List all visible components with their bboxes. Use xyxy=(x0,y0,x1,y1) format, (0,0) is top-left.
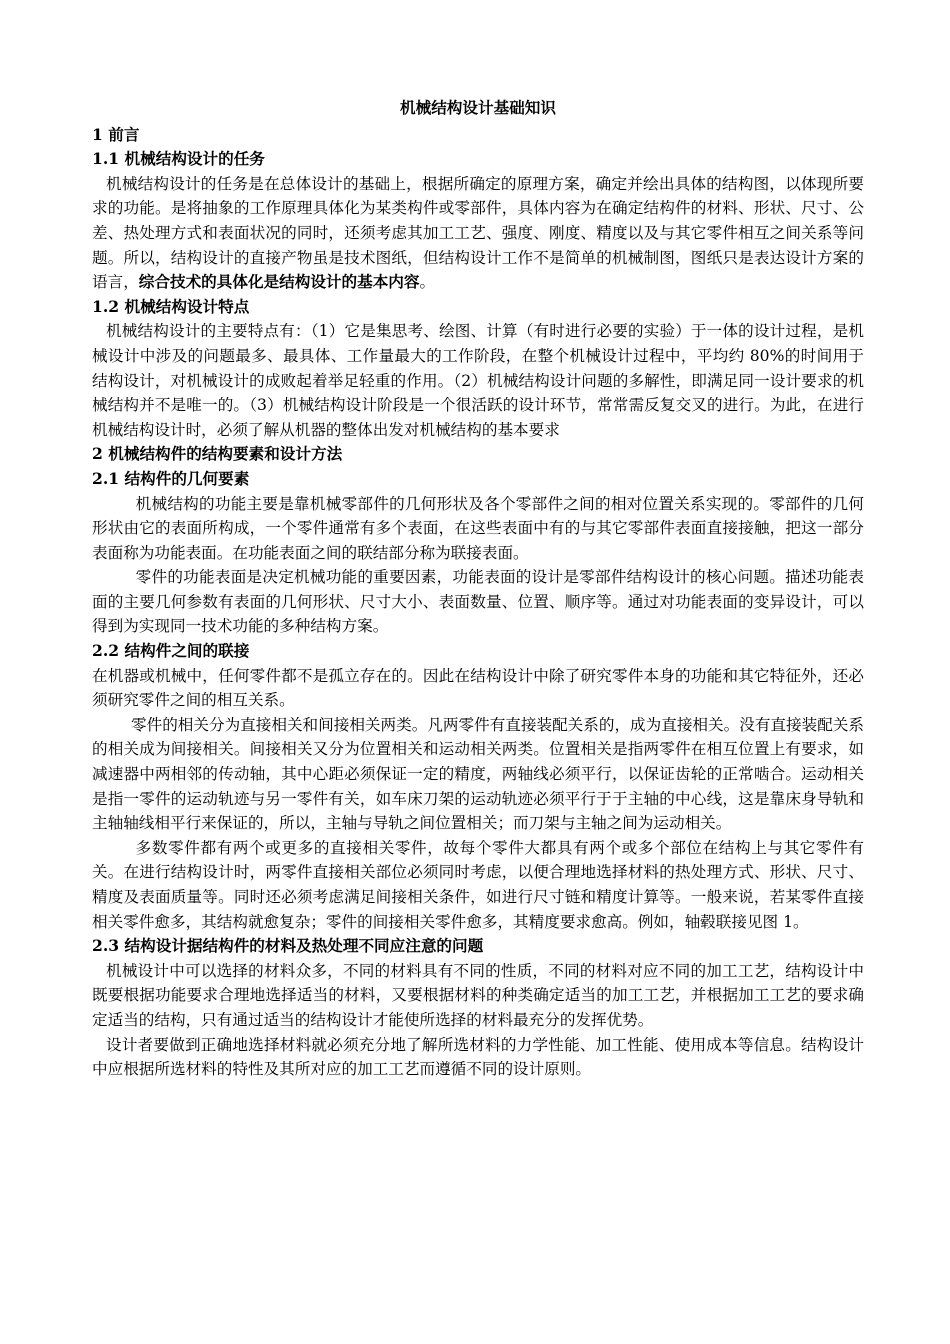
paragraph-tail: 。 xyxy=(419,273,436,292)
paragraph-1-1 xyxy=(92,172,864,295)
bold-emphasis: 综合技术的具体化是结构设计的基本内容 xyxy=(138,272,420,292)
paragraph-2-3-a: 机械设计中可以选择的材料众多，不同的材料具有不同的性质，不同的材料对应不同的加工工艺，结构设计中既要根据功能要求合理地选择适当的材料，又要根据材料的种类确定适当的加工工艺，并根据加工工艺的要求确定适当的结构，只有通过适当的结构设计才能使所选择的材料最充分的发挥优势。 xyxy=(92,961,864,1029)
paragraph-2-2-b: 零件的相关分为直接相关和间接相关两类。凡两零件有直接装配关系的，成为直接相关。没有直接装配关系的相关成为间接相关。间接相关又分为位置相关和运动相关两类。位置相关是指两零件在相互位置上有要求，如减速器中两相邻的传动轴，其中心距必须保证一定的精度，两轴线必须平行，以保证齿轮的正常啮合。运动相关是指一零件的运动轨迹与另一零件有关，如车床刀架的运动轨迹必须平行于于主轴的中心线，这是靠床身导轨和主轴轴线相平行来保证的，所以，主轴与导轨之间位置相关；而刀架与主轴之间为运动相关。 xyxy=(92,715,864,833)
heading-1: 1 前言 xyxy=(92,124,140,144)
heading-1-1: 1.1 机械结构设计的任务 xyxy=(92,149,265,169)
document-title: 机械结构设计基础知识 xyxy=(400,98,556,117)
paragraph-2-1-b: 零件的功能表面是决定机械功能的重要因素，功能表面的设计是零部件结构设计的核心问题。描述功能表面的主要几何参数有表面的几何形状、尺寸大小、表面数量、位置、顺序等。通过对功能表面的变异设计，可以得到为实现同一技术功能的多种结构方案。 xyxy=(92,568,864,636)
paragraph-2-1-a: 机械结构的功能主要是靠机械零部件的几何形状及各个零部件之间的相对位置关系实现的。零部件的几何形状由它的表面所构成，一个零件通常有多个表面，在这些表面中有的与其它零部件表面直接接触，把这一部分表面称为功能表面。在功能表面之间的联结部分称为联接表面。 xyxy=(92,494,864,562)
document-page xyxy=(92,96,864,1082)
heading-2-2: 2.2 结构件之间的联接 xyxy=(92,641,250,661)
paragraph-1-2: 机械结构设计的主要特点有：（1）它是集思考、绘图、计算（有时进行必要的实验）于一体的设计过程，是机械设计中涉及的问题最多、最具体、工作量最大的工作阶段，在整个机械设计过程中，平均约 80%的时间用于结构设计，对机械设计的成败起着举足轻重的作用。（2）机械结构设计问题的多解性，即满足同一设计要求的机械结构并不是唯一的。（3）机械结构设计阶段是一个很活跃的设计环节，常常需反复交叉的进行。为此，在进行机械结构设计时，必须了解从机器的整体出发对机械结构的基本要求 xyxy=(92,322,864,439)
heading-2-1: 2.1 结构件的几何要素 xyxy=(92,468,250,488)
heading-2: 2 机械结构件的结构要素和设计方法 xyxy=(92,444,343,464)
paragraph-text: 机械结构设计的任务是在总体设计的基础上，根据所确定的原理方案，确定并绘出具体的结构图，以体现所要求的功能。是将抽象的工作原理具体化为某类构件或零部件，具体内容为在确定结构件的材料、形状、尺寸、公差、热处理方式和表面状况的同时，还须考虑其加工工艺、强度、刚度、精度以及与其它零件相互之间关系等问题。所以，结构设计的直接产物虽是技术图纸，但结构设计工作不是简单的机械制图，图纸只是表达设计方案的语言， xyxy=(92,174,864,292)
paragraph-2-2-c: 多数零件都有两个或更多的直接相关零件，故每个零件大都具有两个或多个部位在结构上与其它零件有关。在进行结构设计时，两零件直接相关部位必须同时考虑，以便合理地选择材料的热处理方式、形状、尺寸、精度及表面质量等。同时还必须考虑满足间接相关条件，如进行尺寸链和精度计算等。一般来说，若某零件直接相关零件愈多，其结构就愈复杂；零件的间接相关零件愈多，其精度要求愈高。例如，轴毂联接见图 1。 xyxy=(92,838,864,931)
paragraph-2-3-b: 设计者要做到正确地选择材料就必须充分地了解所选材料的力学性能、加工性能、使用成本等信息。结构设计中应根据所选材料的特性及其所对应的加工工艺而遵循不同的设计原则。 xyxy=(92,1035,864,1079)
paragraph-2-2-a: 在机器或机械中，任何零件都不是孤立存在的。因此在结构设计中除了研究零件本身的功能和其它特征外，还必须研究零件之间的相互关系。 xyxy=(92,666,864,710)
heading-2-3: 2.3 结构设计据结构件的材料及热处理不同应注意的问题 xyxy=(92,936,484,956)
heading-1-2: 1.2 机械结构设计特点 xyxy=(92,296,250,316)
